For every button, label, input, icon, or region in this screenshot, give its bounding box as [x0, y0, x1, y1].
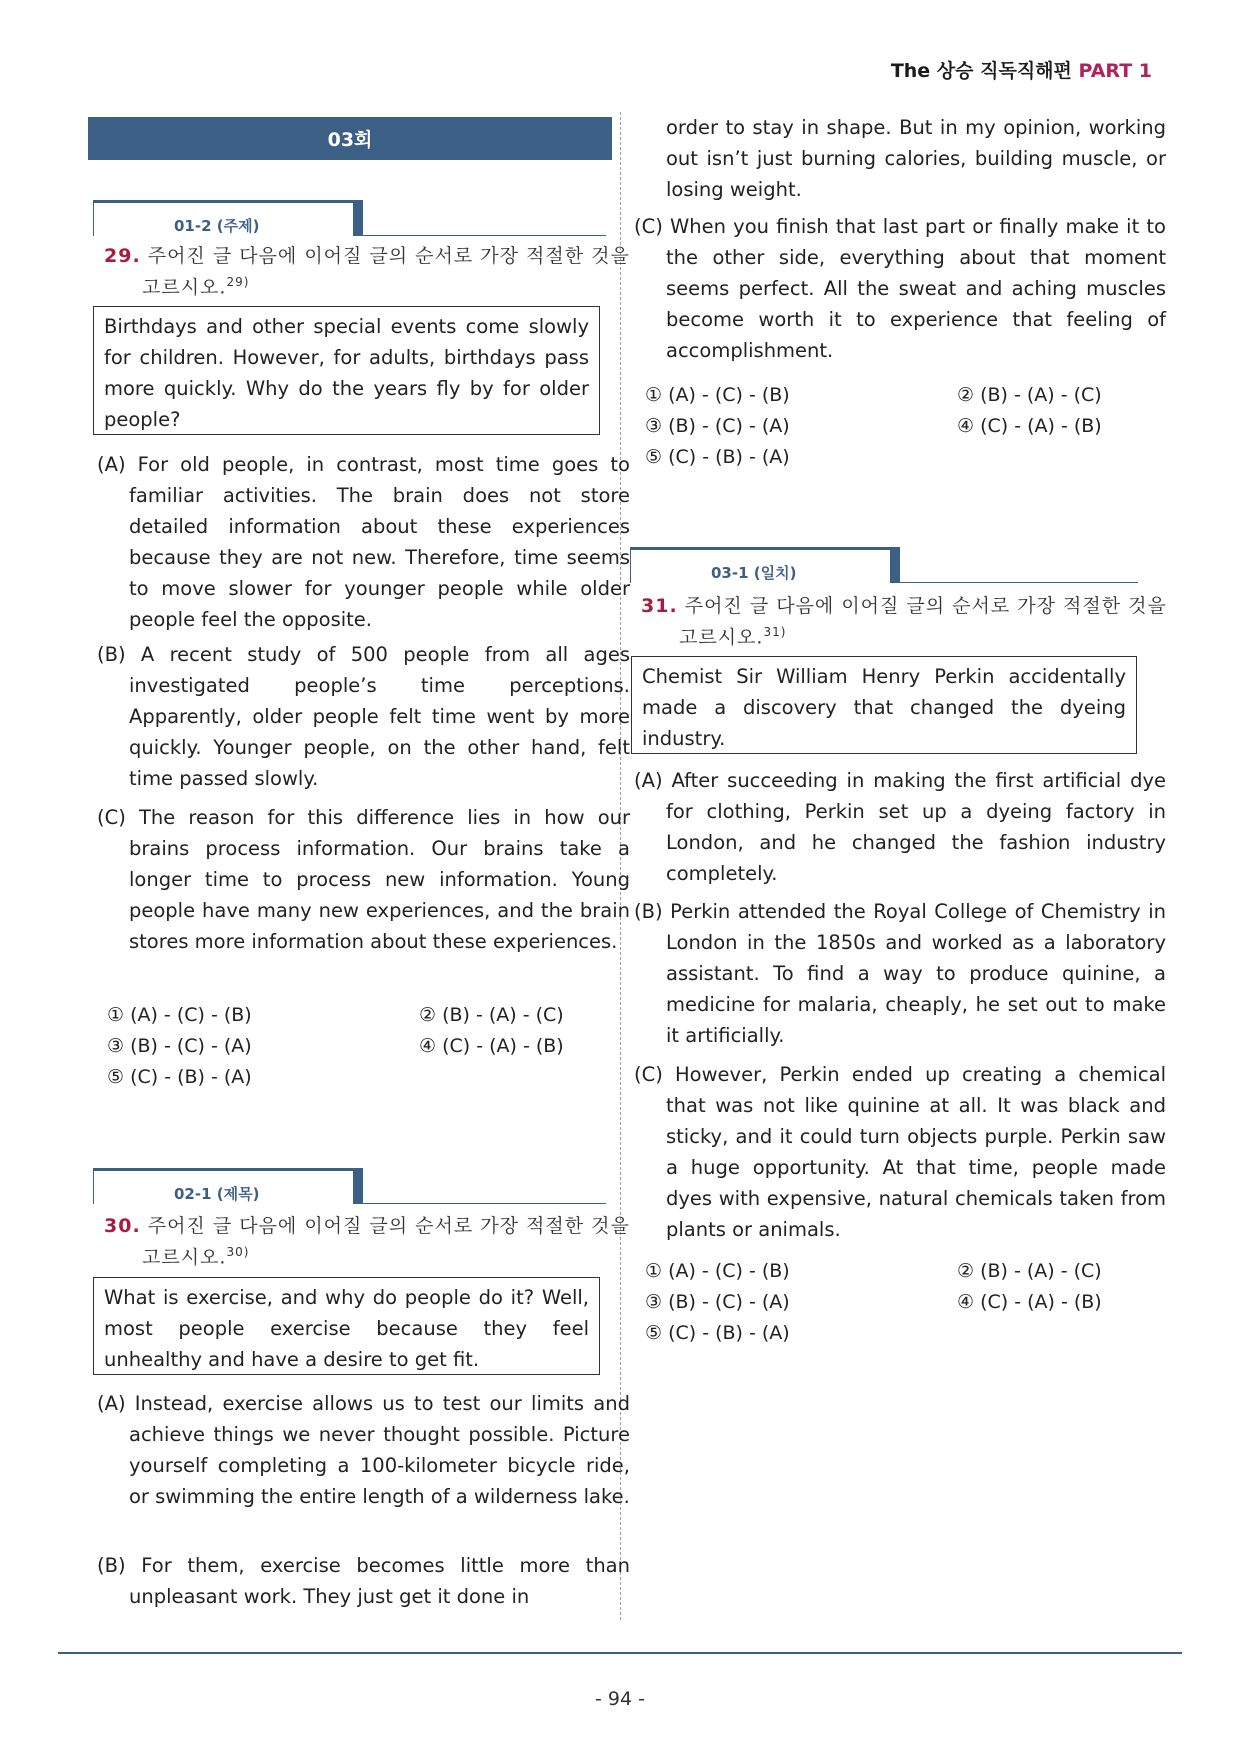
question-number: 29. — [104, 245, 141, 267]
option-2[interactable]: ② (B) - (A) - (C) — [419, 1004, 564, 1026]
option-2[interactable]: ② (B) - (A) - (C) — [957, 384, 1102, 406]
question-30-stem — [104, 1213, 634, 1270]
question-text: 주어진 글 다음에 이어질 글의 순서로 가장 적절한 것을 고르시오. — [142, 1215, 630, 1269]
question-31-para-b: (B) Perkin attended the Royal College of Chemistry in London in the 1850s and worked as a laboratory assistant. To find a way to produce quinine, a medicine for malaria, cheaply, he set out to make it artificially. — [634, 900, 1166, 1047]
page-header — [891, 56, 1152, 83]
question-31-tag — [630, 547, 1138, 583]
question-number: 30. — [104, 1215, 141, 1237]
question-29-intro-box: Birthdays and other special events come slowly for children. However, for adults, birthdays pass more quickly. Why do the years fly by for older people? — [93, 306, 600, 435]
tag-underline — [900, 582, 1138, 583]
question-type-label: 03-1 (일치) — [630, 547, 892, 583]
question-30-para-b-continued: order to stay in shape. But in my opinion, working out isn’t just burning calories, building muscle, or losing weight. — [666, 116, 1166, 201]
page-number: - 94 - — [595, 1688, 645, 1710]
part-label: PART 1 — [1078, 60, 1152, 82]
question-29-tag — [93, 200, 606, 236]
question-type-label: 02-1 (제목) — [93, 1168, 355, 1204]
option-3[interactable]: ③ (B) - (C) - (A) — [107, 1035, 252, 1057]
question-31-stem — [641, 593, 1171, 650]
question-29-para-c: (C) The reason for this difference lies in how our brains process information. Our brains take a longer time to process new information. Young people have many new experiences, and the brain stores more information about these experiences. — [97, 806, 630, 953]
question-type-label: 01-2 (주제) — [93, 200, 355, 236]
question-30-para-c: (C) When you finish that last part or finally make it to the other side, everything about that moment seems perfect. All the sweat and aching muscles become worth it to experience that feeling of accomplishment. — [634, 215, 1166, 362]
tag-cap — [353, 200, 363, 236]
question-29-para-b: (B) A recent study of 500 people from all ages investigated people’s time perceptions. Apparently, older people felt time went by more quickly. Younger people, on the other hand, felt time passed slowly. — [97, 643, 630, 790]
option-3[interactable]: ③ (B) - (C) - (A) — [645, 1291, 790, 1313]
option-4[interactable]: ④ (C) - (A) - (B) — [957, 1291, 1102, 1313]
question-29-para-a: (A) For old people, in contrast, most time goes to familiar activities. The brain does not store detailed information about these experiences because they are not new. Therefore, time seems to move slower for younger people while older people feel the opposite. — [97, 453, 630, 631]
footnote-ref: 31) — [763, 625, 787, 639]
option-1[interactable]: ① (A) - (C) - (B) — [645, 384, 790, 406]
tag-cap — [353, 1168, 363, 1204]
question-31-para-a: (A) After succeeding in making the first artificial dye for clothing, Perkin set up a dyeing factory in London, and he changed the fashion industry completely. — [634, 769, 1166, 885]
footer-rule — [58, 1652, 1182, 1654]
question-30-para-b: (B) For them, exercise becomes little more than unpleasant work. They just get it done in — [97, 1554, 630, 1608]
question-text: 주어진 글 다음에 이어질 글의 순서로 가장 적절한 것을 고르시오. — [142, 245, 630, 299]
question-31-para-c: (C) However, Perkin ended up creating a chemical that was not like quinine at all. It was black and sticky, and it could turn objects purple. Perkin saw a huge opportunity. At that time, people made dyes with expensive, natural chemicals taken from plants or animals. — [634, 1063, 1166, 1241]
book-title: The 상승 직독직해편 — [890, 60, 1072, 82]
question-29-stem — [104, 243, 634, 300]
tag-underline — [363, 1203, 606, 1204]
option-2[interactable]: ② (B) - (A) - (C) — [957, 1260, 1102, 1282]
option-4[interactable]: ④ (C) - (A) - (B) — [957, 415, 1102, 437]
footnote-ref: 30) — [226, 1245, 250, 1259]
question-30-options — [645, 380, 1135, 476]
question-31-options — [645, 1256, 1135, 1352]
option-1[interactable]: ① (A) - (C) - (B) — [107, 1004, 252, 1026]
option-5[interactable]: ⑤ (C) - (B) - (A) — [645, 446, 790, 468]
session-banner: 03회 — [88, 117, 612, 160]
question-number: 31. — [641, 595, 678, 617]
question-30-tag — [93, 1168, 606, 1204]
question-30-intro-box: What is exercise, and why do people do it? Well, most people exercise because they feel unhealthy and have a desire to get fit. — [93, 1277, 600, 1375]
question-30-para-a: (A) Instead, exercise allows us to test our limits and achieve things we never thought possible. Picture yourself completing a 100-kilometer bicycle ride, or swimming the entire length of a wilderness lake. — [97, 1392, 630, 1508]
option-5[interactable]: ⑤ (C) - (B) - (A) — [107, 1066, 252, 1088]
option-5[interactable]: ⑤ (C) - (B) - (A) — [645, 1322, 790, 1344]
option-3[interactable]: ③ (B) - (C) - (A) — [645, 415, 790, 437]
option-1[interactable]: ① (A) - (C) - (B) — [645, 1260, 790, 1282]
question-text: 주어진 글 다음에 이어질 글의 순서로 가장 적절한 것을 고르시오. — [679, 595, 1167, 649]
option-4[interactable]: ④ (C) - (A) - (B) — [419, 1035, 564, 1057]
question-31-intro-box: Chemist Sir William Henry Perkin accidentally made a discovery that changed the dyeing industry. — [631, 656, 1137, 754]
tag-cap — [890, 547, 900, 583]
question-29-options — [107, 1000, 597, 1096]
tag-underline — [363, 235, 606, 236]
footnote-ref: 29) — [226, 275, 250, 289]
